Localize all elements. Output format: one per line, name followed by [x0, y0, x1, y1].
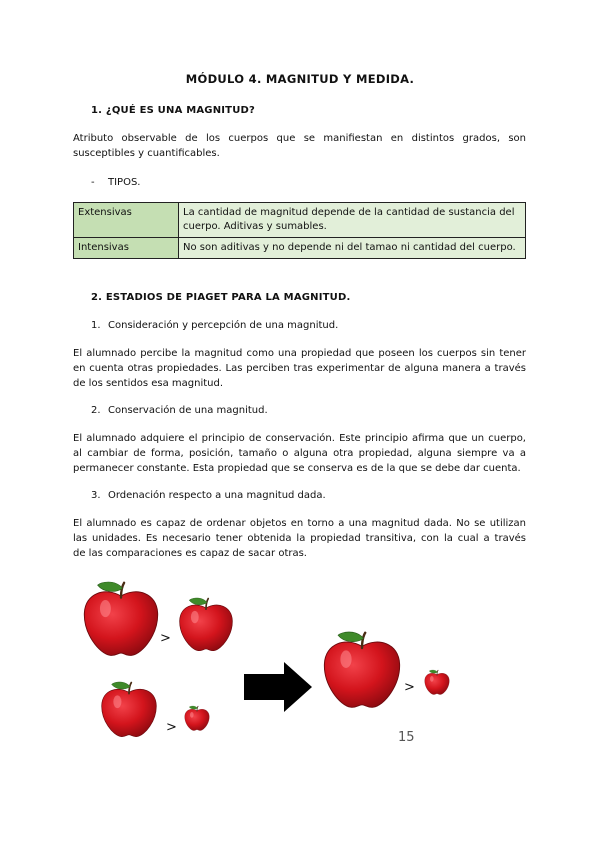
- greater-than-symbol: >: [160, 631, 171, 646]
- apple-medium: [180, 598, 233, 651]
- section-1-heading: 1. ¿QUÉ ES UNA MAGNITUD?: [91, 105, 256, 116]
- stage-2-line-1: El alumnado adquiere el principio de conservación. Este principio afirma que un cuerpo,: [73, 433, 526, 444]
- stage-2-line-2: al cambiar de forma, posición, tamaño o alguna otra propiedad, alguna siempre va a: [73, 448, 526, 459]
- table-cell-label: Extensivas: [74, 203, 179, 238]
- table-cell-label: Intensivas: [74, 238, 179, 259]
- stage-2-line-3: permanecer constante. Esta propiedad que se conserva es de la que se debe dar cuenta.: [73, 463, 521, 474]
- apples-ordering-figure: [60, 570, 480, 760]
- table-cell-line: La cantidad de magnitud depende de la cantidad de sustancia del: [183, 207, 515, 218]
- stage-3-line-2: las unidades. Es necesario tener obtenida la propiedad transitiva, con la cual a través: [73, 533, 526, 544]
- table-row: [74, 203, 526, 238]
- page-title: MÓDULO 4. MAGNITUD Y MEDIDA.: [185, 72, 415, 86]
- stage-1-number: 1.: [91, 320, 101, 331]
- table-cell-description: [179, 238, 526, 259]
- table-cell-description: [179, 203, 526, 238]
- stage-1-line-1: El alumnado percibe la magnitud como una propiedad que poseen los cuerpos sin tener: [73, 348, 526, 359]
- stage-3-line-1: El alumnado es capaz de ordenar objetos en torno a una magnitud dada. No se utilizan: [73, 518, 526, 529]
- page-number: 15: [398, 730, 415, 745]
- right-arrow-icon: [244, 662, 312, 712]
- section-2-heading: 2. ESTADIOS DE PIAGET PARA LA MAGNITUD.: [91, 292, 351, 303]
- apple-small: [425, 670, 449, 694]
- stage-1-line-2: en cuenta otras propiedades. Las perciben tras experimentar de alguna manera a través: [73, 363, 526, 374]
- table-cell-line: No son aditivas y no depende ni del tamao ni cantidad del cuerpo.: [183, 242, 516, 253]
- greater-than-symbol: >: [166, 720, 177, 735]
- stage-3-line-3: de las comparaciones es capaz de sacar otras.: [73, 548, 307, 559]
- bullet-marker: -: [91, 177, 95, 188]
- tipos-table: [73, 202, 526, 259]
- table-cell-line: cuerpo. Aditivas y sumables.: [183, 221, 327, 232]
- stage-3-number: 3.: [91, 490, 101, 501]
- stage-1-title: Consideración y percepción de una magnitud.: [108, 320, 339, 331]
- stage-1-line-3: de los sentidos esa magnitud.: [73, 378, 224, 389]
- bullet-tipos: TIPOS.: [108, 177, 141, 188]
- section-1-paragraph-line-2: susceptibles y cuantificables.: [73, 148, 220, 159]
- apple-small: [185, 706, 209, 730]
- apple-medium: [102, 682, 157, 737]
- apple-large: [324, 632, 399, 707]
- apple-large: [84, 582, 157, 655]
- greater-than-symbol: >: [404, 680, 415, 695]
- table-row: [74, 238, 526, 259]
- stage-2-number: 2.: [91, 405, 101, 416]
- stage-2-title: Conservación de una magnitud.: [108, 405, 268, 416]
- section-1-paragraph-line-1: Atributo observable de los cuerpos que se manifiestan en distintos grados, son: [73, 133, 526, 144]
- stage-3-title: Ordenación respecto a una magnitud dada.: [108, 490, 326, 501]
